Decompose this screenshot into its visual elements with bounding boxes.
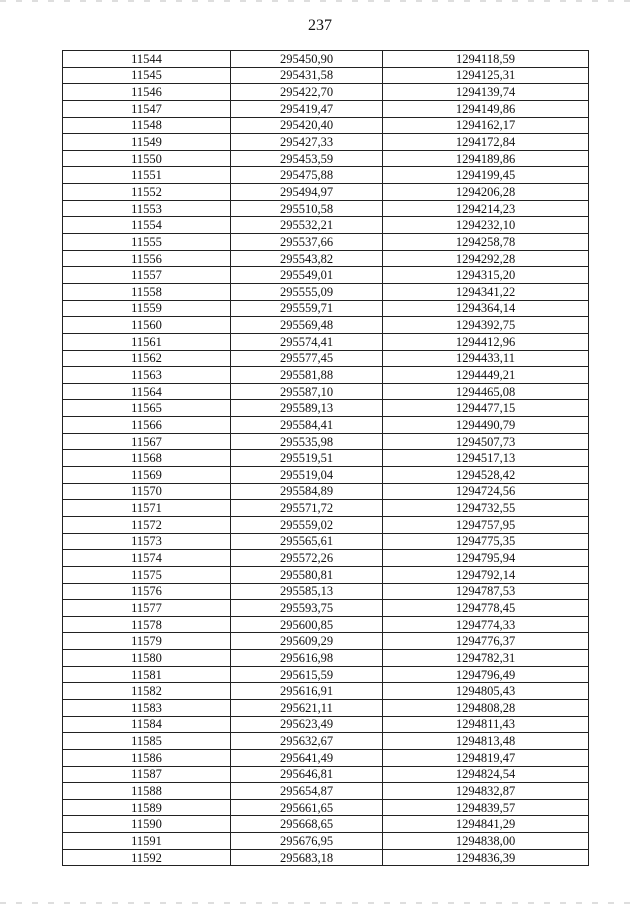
- x-coordinate-cell: 295668,65: [231, 816, 383, 833]
- x-coordinate-cell: 295584,41: [231, 417, 383, 434]
- x-coordinate-cell: 295565,61: [231, 533, 383, 550]
- point-number-cell: 11575: [63, 566, 231, 583]
- x-coordinate-cell: 295549,01: [231, 267, 383, 284]
- table-row: [63, 783, 589, 800]
- table-row: [63, 234, 589, 251]
- point-number-cell: 11572: [63, 516, 231, 533]
- y-coordinate-cell: 1294792,14: [383, 566, 589, 583]
- x-coordinate-cell: 295587,10: [231, 383, 383, 400]
- y-coordinate-cell: 1294832,87: [383, 783, 589, 800]
- y-coordinate-cell: 1294811,43: [383, 716, 589, 733]
- x-coordinate-cell: 295532,21: [231, 217, 383, 234]
- table-row: [63, 799, 589, 816]
- y-coordinate-cell: 1294782,31: [383, 650, 589, 667]
- point-number-cell: 11556: [63, 250, 231, 267]
- table-row: [63, 350, 589, 367]
- x-coordinate-cell: 295600,85: [231, 616, 383, 633]
- point-number-cell: 11552: [63, 184, 231, 201]
- y-coordinate-cell: 1294189,86: [383, 150, 589, 167]
- point-number-cell: 11548: [63, 117, 231, 134]
- x-coordinate-cell: 295571,72: [231, 500, 383, 517]
- table-row: [63, 134, 589, 151]
- x-coordinate-cell: 295584,89: [231, 483, 383, 500]
- table-row: [63, 583, 589, 600]
- table-row: [63, 250, 589, 267]
- x-coordinate-cell: 295615,59: [231, 666, 383, 683]
- y-coordinate-cell: 1294836,39: [383, 849, 589, 866]
- point-number-cell: 11580: [63, 650, 231, 667]
- y-coordinate-cell: 1294805,43: [383, 683, 589, 700]
- y-coordinate-cell: 1294819,47: [383, 749, 589, 766]
- point-number-cell: 11560: [63, 317, 231, 334]
- x-coordinate-cell: 295646,81: [231, 766, 383, 783]
- point-number-cell: 11590: [63, 816, 231, 833]
- x-coordinate-cell: 295632,67: [231, 733, 383, 750]
- point-number-cell: 11589: [63, 799, 231, 816]
- table-row: [63, 500, 589, 517]
- x-coordinate-cell: 295609,29: [231, 633, 383, 650]
- y-coordinate-cell: 1294776,37: [383, 633, 589, 650]
- y-coordinate-cell: 1294795,94: [383, 550, 589, 567]
- x-coordinate-cell: 295494,97: [231, 184, 383, 201]
- table-row: [63, 699, 589, 716]
- y-coordinate-cell: 1294125,31: [383, 67, 589, 84]
- y-coordinate-cell: 1294465,08: [383, 383, 589, 400]
- y-coordinate-cell: 1294528,42: [383, 467, 589, 484]
- table-row: [63, 467, 589, 484]
- x-coordinate-cell: 295585,13: [231, 583, 383, 600]
- x-coordinate-cell: 295450,90: [231, 51, 383, 68]
- point-number-cell: 11582: [63, 683, 231, 700]
- point-number-cell: 11546: [63, 84, 231, 101]
- x-coordinate-cell: 295543,82: [231, 250, 383, 267]
- y-coordinate-cell: 1294507,73: [383, 433, 589, 450]
- x-coordinate-cell: 295555,09: [231, 283, 383, 300]
- x-coordinate-cell: 295623,49: [231, 716, 383, 733]
- x-coordinate-cell: 295572,26: [231, 550, 383, 567]
- point-number-cell: 11558: [63, 283, 231, 300]
- x-coordinate-cell: 295569,48: [231, 317, 383, 334]
- y-coordinate-cell: 1294392,75: [383, 317, 589, 334]
- y-coordinate-cell: 1294517,13: [383, 450, 589, 467]
- table-row: [63, 450, 589, 467]
- y-coordinate-cell: 1294412,96: [383, 333, 589, 350]
- table-row: [63, 633, 589, 650]
- point-number-cell: 11561: [63, 333, 231, 350]
- x-coordinate-cell: 295654,87: [231, 783, 383, 800]
- table-row: [63, 150, 589, 167]
- y-coordinate-cell: 1294787,53: [383, 583, 589, 600]
- x-coordinate-cell: 295661,65: [231, 799, 383, 816]
- point-number-cell: 11566: [63, 417, 231, 434]
- y-coordinate-cell: 1294315,20: [383, 267, 589, 284]
- table-row: [63, 100, 589, 117]
- table-row: [63, 400, 589, 417]
- table-row: [63, 383, 589, 400]
- table-row: [63, 84, 589, 101]
- y-coordinate-cell: 1294292,28: [383, 250, 589, 267]
- point-number-cell: 11574: [63, 550, 231, 567]
- x-coordinate-cell: 295519,04: [231, 467, 383, 484]
- point-number-cell: 11584: [63, 716, 231, 733]
- y-coordinate-cell: 1294757,95: [383, 516, 589, 533]
- point-number-cell: 11587: [63, 766, 231, 783]
- y-coordinate-cell: 1294724,56: [383, 483, 589, 500]
- point-number-cell: 11569: [63, 467, 231, 484]
- y-coordinate-cell: 1294139,74: [383, 84, 589, 101]
- point-number-cell: 11547: [63, 100, 231, 117]
- table-row: [63, 833, 589, 850]
- x-coordinate-cell: 295537,66: [231, 234, 383, 251]
- x-coordinate-cell: 295519,51: [231, 450, 383, 467]
- table-row: [63, 650, 589, 667]
- x-coordinate-cell: 295427,33: [231, 134, 383, 151]
- table-row: [63, 51, 589, 68]
- point-number-cell: 11581: [63, 666, 231, 683]
- x-coordinate-cell: 295420,40: [231, 117, 383, 134]
- y-coordinate-cell: 1294813,48: [383, 733, 589, 750]
- y-coordinate-cell: 1294364,14: [383, 300, 589, 317]
- point-number-cell: 11578: [63, 616, 231, 633]
- point-number-cell: 11555: [63, 234, 231, 251]
- point-number-cell: 11544: [63, 51, 231, 68]
- x-coordinate-cell: 295559,71: [231, 300, 383, 317]
- table-row: [63, 483, 589, 500]
- x-coordinate-cell: 295475,88: [231, 167, 383, 184]
- x-coordinate-cell: 295419,47: [231, 100, 383, 117]
- x-coordinate-cell: 295616,91: [231, 683, 383, 700]
- point-number-cell: 11577: [63, 600, 231, 617]
- point-number-cell: 11557: [63, 267, 231, 284]
- x-coordinate-cell: 295422,70: [231, 84, 383, 101]
- y-coordinate-cell: 1294778,45: [383, 600, 589, 617]
- table-row: [63, 616, 589, 633]
- x-coordinate-cell: 295431,58: [231, 67, 383, 84]
- y-coordinate-cell: 1294490,79: [383, 417, 589, 434]
- table-row: [63, 716, 589, 733]
- x-coordinate-cell: 295581,88: [231, 367, 383, 384]
- table-row: [63, 300, 589, 317]
- x-coordinate-cell: 295453,59: [231, 150, 383, 167]
- table-row: [63, 367, 589, 384]
- y-coordinate-cell: 1294839,57: [383, 799, 589, 816]
- point-number-cell: 11591: [63, 833, 231, 850]
- point-number-cell: 11585: [63, 733, 231, 750]
- table-row: [63, 533, 589, 550]
- y-coordinate-cell: 1294118,59: [383, 51, 589, 68]
- point-number-cell: 11550: [63, 150, 231, 167]
- y-coordinate-cell: 1294824,54: [383, 766, 589, 783]
- y-coordinate-cell: 1294162,17: [383, 117, 589, 134]
- y-coordinate-cell: 1294149,86: [383, 100, 589, 117]
- table-row: [63, 816, 589, 833]
- y-coordinate-cell: 1294449,21: [383, 367, 589, 384]
- y-coordinate-cell: 1294341,22: [383, 283, 589, 300]
- table-row: [63, 333, 589, 350]
- x-coordinate-cell: 295577,45: [231, 350, 383, 367]
- y-coordinate-cell: 1294775,35: [383, 533, 589, 550]
- point-number-cell: 11592: [63, 849, 231, 866]
- coordinates-table: [62, 50, 589, 866]
- table-row: [63, 217, 589, 234]
- coordinates-table-body: [63, 51, 589, 866]
- x-coordinate-cell: 295535,98: [231, 433, 383, 450]
- point-number-cell: 11562: [63, 350, 231, 367]
- point-number-cell: 11551: [63, 167, 231, 184]
- table-row: [63, 566, 589, 583]
- table-row: [63, 433, 589, 450]
- table-row: [63, 200, 589, 217]
- point-number-cell: 11573: [63, 533, 231, 550]
- point-number-cell: 11583: [63, 699, 231, 716]
- x-coordinate-cell: 295616,98: [231, 650, 383, 667]
- y-coordinate-cell: 1294841,29: [383, 816, 589, 833]
- y-coordinate-cell: 1294732,55: [383, 500, 589, 517]
- x-coordinate-cell: 295589,13: [231, 400, 383, 417]
- y-coordinate-cell: 1294808,28: [383, 699, 589, 716]
- table-row: [63, 666, 589, 683]
- x-coordinate-cell: 295676,95: [231, 833, 383, 850]
- x-coordinate-cell: 295621,11: [231, 699, 383, 716]
- page-number: 237: [308, 17, 332, 34]
- table-row: [63, 417, 589, 434]
- point-number-cell: 11554: [63, 217, 231, 234]
- point-number-cell: 11545: [63, 67, 231, 84]
- point-number-cell: 11565: [63, 400, 231, 417]
- y-coordinate-cell: 1294232,10: [383, 217, 589, 234]
- point-number-cell: 11586: [63, 749, 231, 766]
- y-coordinate-cell: 1294206,28: [383, 184, 589, 201]
- point-number-cell: 11571: [63, 500, 231, 517]
- x-coordinate-cell: 295641,49: [231, 749, 383, 766]
- y-coordinate-cell: 1294838,00: [383, 833, 589, 850]
- y-coordinate-cell: 1294199,45: [383, 167, 589, 184]
- x-coordinate-cell: 295510,58: [231, 200, 383, 217]
- x-coordinate-cell: 295574,41: [231, 333, 383, 350]
- x-coordinate-cell: 295580,81: [231, 566, 383, 583]
- point-number-cell: 11549: [63, 134, 231, 151]
- table-row: [63, 167, 589, 184]
- y-coordinate-cell: 1294433,11: [383, 350, 589, 367]
- table-row: [63, 849, 589, 866]
- table-row: [63, 683, 589, 700]
- table-row: [63, 733, 589, 750]
- table-row: [63, 749, 589, 766]
- table-row: [63, 516, 589, 533]
- table-row: [63, 317, 589, 334]
- table-row: [63, 67, 589, 84]
- y-coordinate-cell: 1294477,15: [383, 400, 589, 417]
- x-coordinate-cell: 295593,75: [231, 600, 383, 617]
- y-coordinate-cell: 1294796,49: [383, 666, 589, 683]
- y-coordinate-cell: 1294774,33: [383, 616, 589, 633]
- y-coordinate-cell: 1294214,23: [383, 200, 589, 217]
- table-row: [63, 283, 589, 300]
- table-row: [63, 550, 589, 567]
- point-number-cell: 11559: [63, 300, 231, 317]
- x-coordinate-cell: 295559,02: [231, 516, 383, 533]
- point-number-cell: 11588: [63, 783, 231, 800]
- point-number-cell: 11570: [63, 483, 231, 500]
- point-number-cell: 11553: [63, 200, 231, 217]
- x-coordinate-cell: 295683,18: [231, 849, 383, 866]
- point-number-cell: 11564: [63, 383, 231, 400]
- table-row: [63, 600, 589, 617]
- point-number-cell: 11576: [63, 583, 231, 600]
- point-number-cell: 11567: [63, 433, 231, 450]
- table-row: [63, 117, 589, 134]
- point-number-cell: 11563: [63, 367, 231, 384]
- point-number-cell: 11579: [63, 633, 231, 650]
- y-coordinate-cell: 1294258,78: [383, 234, 589, 251]
- table-row: [63, 184, 589, 201]
- table-row: [63, 766, 589, 783]
- point-number-cell: 11568: [63, 450, 231, 467]
- y-coordinate-cell: 1294172,84: [383, 134, 589, 151]
- table-row: [63, 267, 589, 284]
